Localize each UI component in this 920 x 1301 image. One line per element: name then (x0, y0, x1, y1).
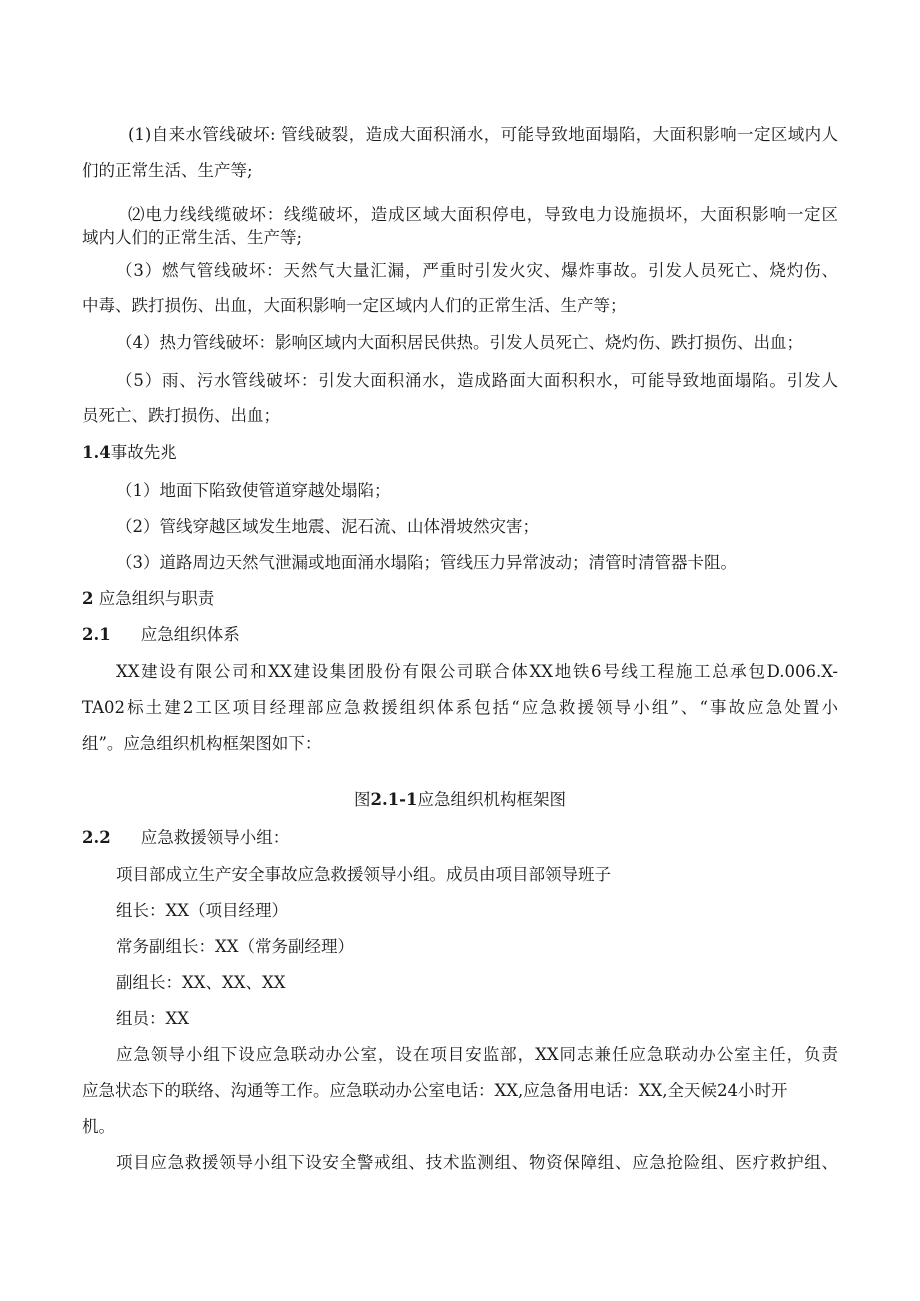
figure-title: 应急组织机构框架图 (417, 790, 567, 809)
section-heading-2-1 (0, 622, 920, 648)
list-item-gas-pipe-line1: （3）燃气管线破坏：天然气大量汇漏，严重时引发火灾、爆炸事故。引发人员死亡、烧灼伤、 (116, 261, 838, 280)
list-item-power-cable-line1: ⑵电力线线缆破坏：线缆破坏，造成区域大面积停电，导致电力设施损坏，大面积影响一定区 (128, 205, 838, 224)
section-number: 2.1 (82, 625, 111, 644)
section-heading-1-4 (0, 440, 920, 466)
section-heading-2-2 (0, 825, 920, 851)
list-item-warning-1: （1）地面下陷致使管道穿越处塌陷； (116, 481, 391, 500)
list-item-warning-2: （2）管线穿越区域发生地震、泥石流、山体滑坡然灾害； (116, 517, 539, 536)
list-item-warning-3: （3）道路周边天然气泄漏或地面涌水塌陷；管线压力异常波动；清管时清管器卡阻。 (116, 553, 737, 572)
group-members-line: 组员：XX (116, 1009, 189, 1028)
list-item-sewer-pipe-line2: 员死亡、跌打损伤、出血； (82, 406, 280, 425)
figure-prefix: 图 (353, 790, 371, 809)
list-item-water-pipe-line1: (1)自来水管线破坏: 管线破裂，造成大面积涌水，可能导致地面塌陷，大面积影响一定区域内人 (128, 125, 838, 144)
deputy-leaders-line: 副组长：XX、XX、XX (116, 973, 286, 992)
section-title: 事故先兆 (110, 443, 177, 462)
section-number: 2.2 (82, 828, 111, 847)
paragraph-office-line3: 机。 (82, 1117, 115, 1136)
section-title: 应急组织与职责 (98, 589, 215, 608)
list-item-sewer-pipe-line1: （5）雨、污水管线破坏：引发大面积涌水，造成路面大面积积水，可能导致地面塌陷。引发人 (116, 371, 838, 390)
paragraph-leader-group-intro: 项目部成立生产安全事故应急救援领导小组。成员由项目部领导班子 (116, 865, 611, 884)
section-title: 应急组织体系 (140, 625, 240, 644)
paragraph-org-system-line2: TA02标土建2工区项目经理部应急救援组织体系包括“应急救援领导小组”、“事故应急处置小 (82, 698, 838, 717)
list-item-power-cable-line2: 域内人们的正常生活、生产等; (82, 228, 303, 247)
figure-caption (0, 787, 920, 813)
section-title: 应急救援领导小组： (140, 828, 290, 847)
section-number: 2 (82, 589, 94, 608)
figure-number: 2.1-1 (370, 790, 418, 809)
paragraph-org-system-line1: XX建设有限公司和XX建设集团股份有限公司联合体XX地铁6号线工程施工总承包D.006.X- (116, 662, 838, 681)
list-item-heat-pipe-line1: （4）热力管线破坏：影响区域内大面积居民供热。引发人员死亡、烧灼伤、跌打损伤、出血； (116, 333, 803, 352)
paragraph-org-system-line3: 组”。应急组织机构框架图如下： (82, 734, 322, 753)
paragraph-groups-line1: 项目应急救援领导小组下设安全警戒组、技术监测组、物资保障组、应急抢险组、医疗救护组、 (116, 1153, 838, 1172)
list-item-gas-pipe-line2: 中毒、跌打损伤、出血，大面积影响一定区域内人们的正常生活、生产等； (82, 296, 627, 315)
list-item-water-pipe-line2: 们的正常生活、生产等; (82, 161, 253, 180)
executive-deputy-line: 常务副组长：XX（常务副经理） (116, 937, 354, 956)
section-heading-2 (0, 586, 920, 612)
paragraph-office-line2: 应急状态下的联络、沟通等工作。应急联动办公室电话：XX,应急备用电话：XX,全天候24小时开 (82, 1081, 788, 1100)
paragraph-office-line1: 应急领导小组下设应急联动办公室，设在项目安监部，XX同志兼任应急联动办公室主任，负责 (116, 1045, 838, 1064)
section-number: 1.4 (82, 443, 111, 462)
group-leader-line: 组长：XX（项目经理） (116, 901, 288, 920)
